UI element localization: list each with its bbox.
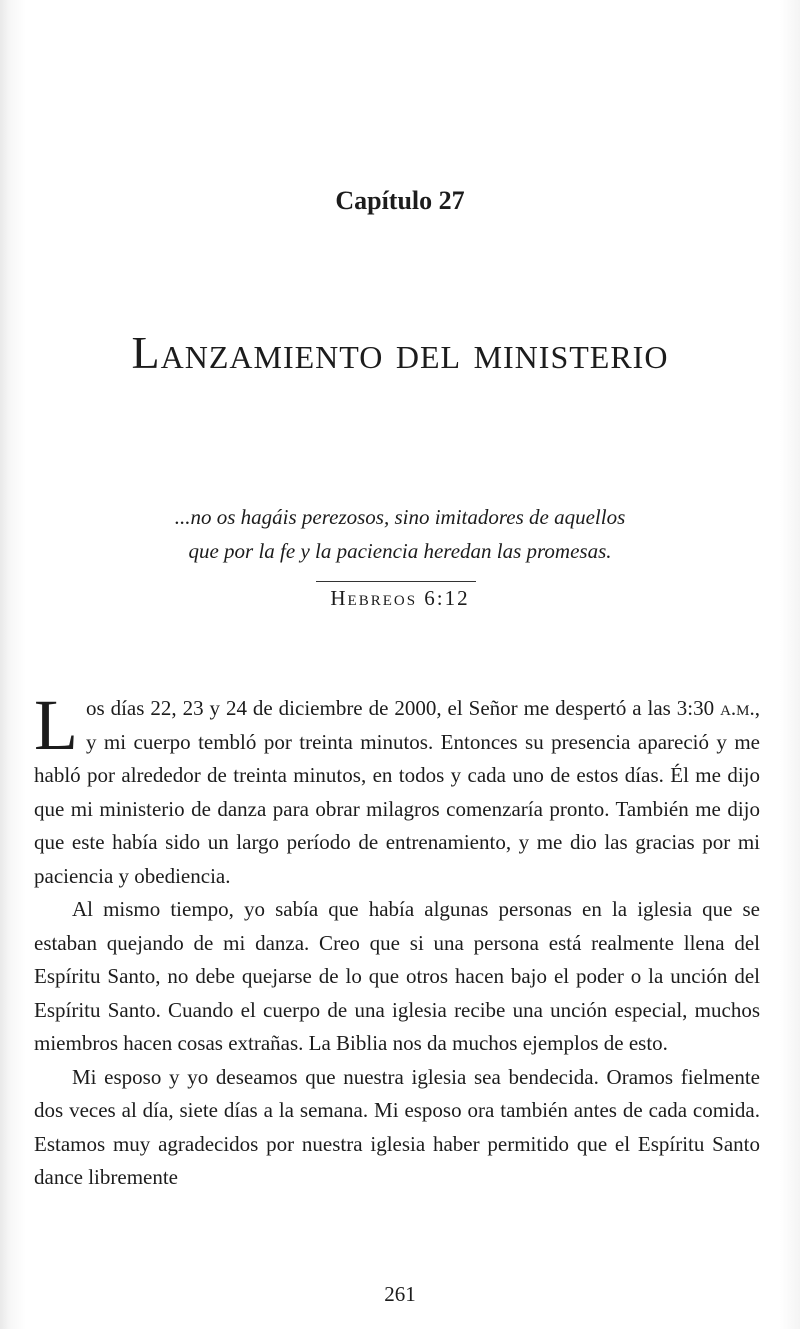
- chapter-label: Capítulo 27: [335, 186, 465, 215]
- paragraph-1-text-b: , y mi cuerpo tembló por treinta minutos. Entonces su presencia apareció y me habló por alrededor de treinta minutos, en todos y cada uno de estos días. Él me dijo que mi ministerio de danza para obrar milagros comenzaría pronto. También me dijo que este había sido un largo período de entrenamiento, y me dio las gracias por mi paciencia y obediencia.: [34, 696, 760, 888]
- epigraph-source: Hebreos 6:12: [330, 586, 470, 610]
- paragraph-3: Mi esposo y yo deseamos que nuestra iglesia sea bendecida. Oramos fielmente dos veces al día, siete días a la semana. Mi esposo ora también antes de cada comida. Estamos muy agradecidos por nuestra iglesia haber permitido que el Espíritu Santo dance libremente: [34, 1064, 760, 1189]
- body-text: [34, 685, 760, 1195]
- epigraph: [80, 500, 720, 568]
- drop-cap: L: [34, 685, 78, 765]
- paragraph-1-text-a: os días 22, 23 y 24 de diciembre de 2000, el Señor me despertó a las 3:30: [85, 696, 721, 720]
- epigraph-line-2: que por la fe y la paciencia heredan las promesas.: [188, 539, 612, 563]
- paragraph-2: Al mismo tiempo, yo sabía que había algunas personas en la iglesia que se estaban quejando de mi danza. Creo que si una persona está realmente llena del Espíritu Santo, no debe quejarse de lo que otros hacen bajo el poder o la unción del Espíritu Santo. Cuando el cuerpo de una iglesia recibe una unción especial, muchos miembros hacen cosas extrañas. La Biblia nos da muchos ejemplos de esto.: [34, 897, 760, 1055]
- time-suffix: a.m.: [720, 696, 755, 720]
- paragraph-1: [34, 685, 760, 893]
- epigraph-divider: [316, 581, 476, 582]
- chapter-title: Lanzamiento del ministerio: [131, 327, 669, 378]
- page-number: 261: [384, 1282, 416, 1306]
- epigraph-line-1: ...no os hagáis perezosos, sino imitadores de aquellos: [174, 505, 626, 529]
